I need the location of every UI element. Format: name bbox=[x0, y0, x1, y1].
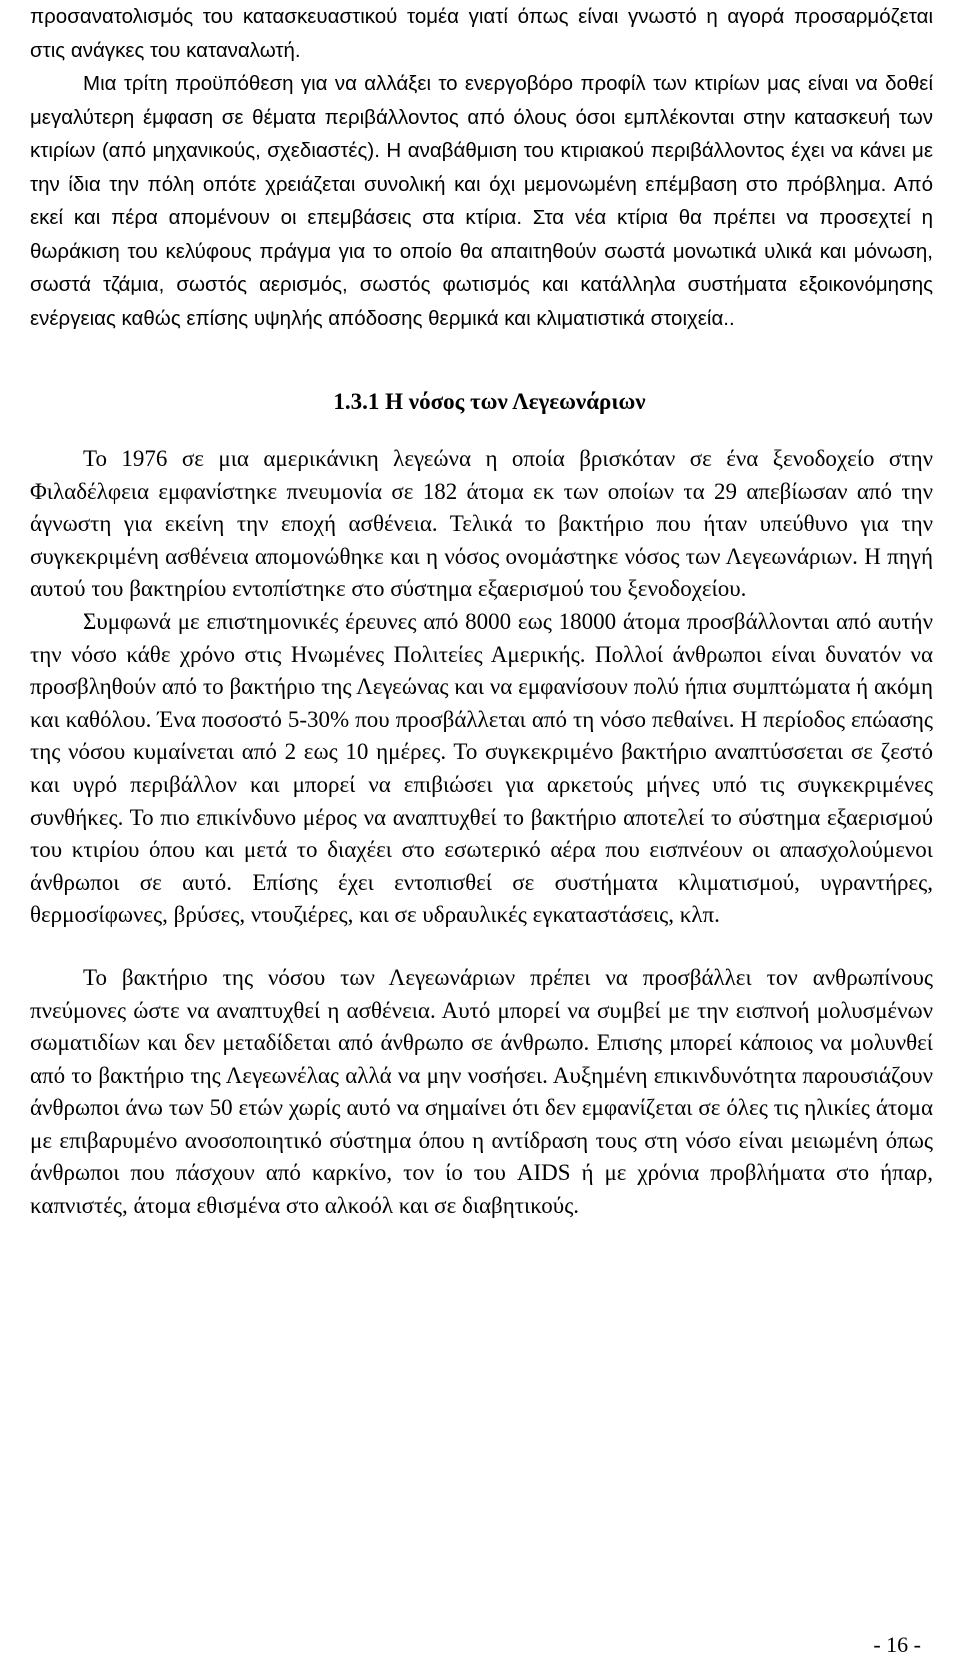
paragraph-legionnaires-statistics: Συμφωνά με επιστημονικές έρευνες από 8000 εως 18000 άτομα προσβάλλονται από αυτήν την νόσο κάθε χρόνο στις Ηνωμένες Πολιτείες Αμερικής. Πολλοί άνθρωποι είναι δυνατόν να προσβληθούν από το βακτήριο της Λεγεώνας και να εμφανίσουν πολύ ήπια συμπτώματα ή ακόμη και καθόλου. Ένα ποσοστό 5-30% που προσβάλλεται από τη νόσο πεθαίνει. Η περίοδος επώασης της νόσου κυμαίνεται από 2 εως 10 ημέρες. Το συγκεκριμένο βακτήριο αναπτύσσεται σε ζεστό και υγρό περιβάλλον και μπορεί να επιβιώσει για αρκετούς μήνες υπό τις συγκεκριμένες συνθήκες. Το πιο επικίνδυνο μέρος να αναπτυχθεί το βακτήριο αποτελεί το σύστημα εξαερισμού του κτιρίου όπου και μετά το διαχέει στο εσωτερικό αέρα που εισπνέουν οι απασχολούμενοι άνθρωποι σε αυτό. Επίσης έχει εντοπισθεί σε συστήματα κλιματισμού, υγραντήρες, θερμοσίφωνες, βρύσες, ντουζιέρες, και σε υδραυλικές εγκαταστάσεις, κλπ. bbox=[30, 608, 933, 928]
paragraph-gap bbox=[30, 932, 933, 962]
page-number: - 16 - bbox=[873, 1632, 921, 1657]
paragraph-continuation: προσανατολισμός του κατασκευαστικού τομέα γιατί όπως είναι γνωστό η αγορά προσαρμόζεται στις ανάγκες του καταναλωτή. bbox=[30, 5, 933, 62]
paragraph-legionnaires-transmission: Το βακτήριο της νόσου των Λεγεωνάριων πρέπει να προσβάλλει τον ανθρωπίνους πνεύμονες ώστε να αναπτυχθεί η ασθένεια. Αυτό μπορεί να συμβεί με την εισπνοή μολυσμένων σωματιδίων και δεν μεταδίδεται από άνθρωπο σε άνθρωπο. Επισης μπορεί κάποιος να μολυνθεί από το βακτήριο της Λεγεωνέλας αλλά να μην νοσήσει. Αυξημένη επικινδυνότητα παρουσιάζουν άνθρωποι άνω των 50 ετών χωρίς αυτό να σημαίνει ότι δεν εμφανίζεται σε όλες τις ηλικίες άτομα με επιβαρυμένο ανοσοποιητικό σύστημα όπου η αντίδραση τους στη νόσο είναι μειωμένη όπως άνθρωποι που πάσχουν από καρκίνο, τον ίο του AIDS ή με χρόνια προβλήματα στο ήπαρ, καπνιστές, άτομα εθισμένα στο αλκοόλ και σε διαβητικούς. bbox=[30, 964, 933, 1219]
paragraph-building-energy: Μια τρίτη προϋπόθεση για να αλλάξει το ενεργοβόρο προφίλ των κτιρίων μας είναι να δοθεί μεγαλύτερη έμφαση σε θέματα περιβάλλοντος από όλους όσοι εμπλέκονται στην κατασκευή των κτιρίων (από μηχανικούς, σχεδιαστές). Η αναβάθμιση του κτιριακού περιβάλλοντος έχει να κάνει με την ίδια την πόλη οπότε χρειάζεται συνολική και όχι μεμονωμένη επέμβαση στο πρόβλημα. Από εκεί και πέρα απομένουν οι επεμβάσεις στα κτίρια. Στα νέα κτίρια θα πρέπει να προσεχτεί η θωράκιση του κελύφους πράγμα για το οποίο θα απαιτηθούν σωστά μονωτικά υλικά και μόνωση, σωστά τζάμια, σωστός αερισμός, σωστός φωτισμός και κατάλληλα συστήματα εξοικονόμησης ενέργειας καθώς επίσης υψηλής απόδοσης θερμικά και κλιματιστικά στοιχεία.. bbox=[30, 72, 933, 330]
section-heading: 1.3.1 Η νόσος των Λεγεωνάριων bbox=[333, 389, 646, 414]
document-page bbox=[30, 0, 933, 1678]
paragraph-legionnaires-history: Το 1976 σε μια αμερικάνικη λεγεώνα η οποία βρισκόταν σε ένα ξενοδοχείο στην Φιλαδέλφεια εμφανίστηκε πνευμονία σε 182 άτομα εκ των οποίων τα 29 απεβίωσαν από την άγνωστη για εκείνη την εποχή ασθένεια. Τελικά το βακτήριο που ήταν υπεύθυνο για την συγκεκριμένη ασθένεια απομονώθηκε και η νόσος ονομάστηκε νόσος των Λεγεωνάριων. Η πηγή αυτού του βακτηρίου εντοπίστηκε στο σύστημα εξαερισμού του ξενοδοχείου. bbox=[30, 446, 933, 602]
